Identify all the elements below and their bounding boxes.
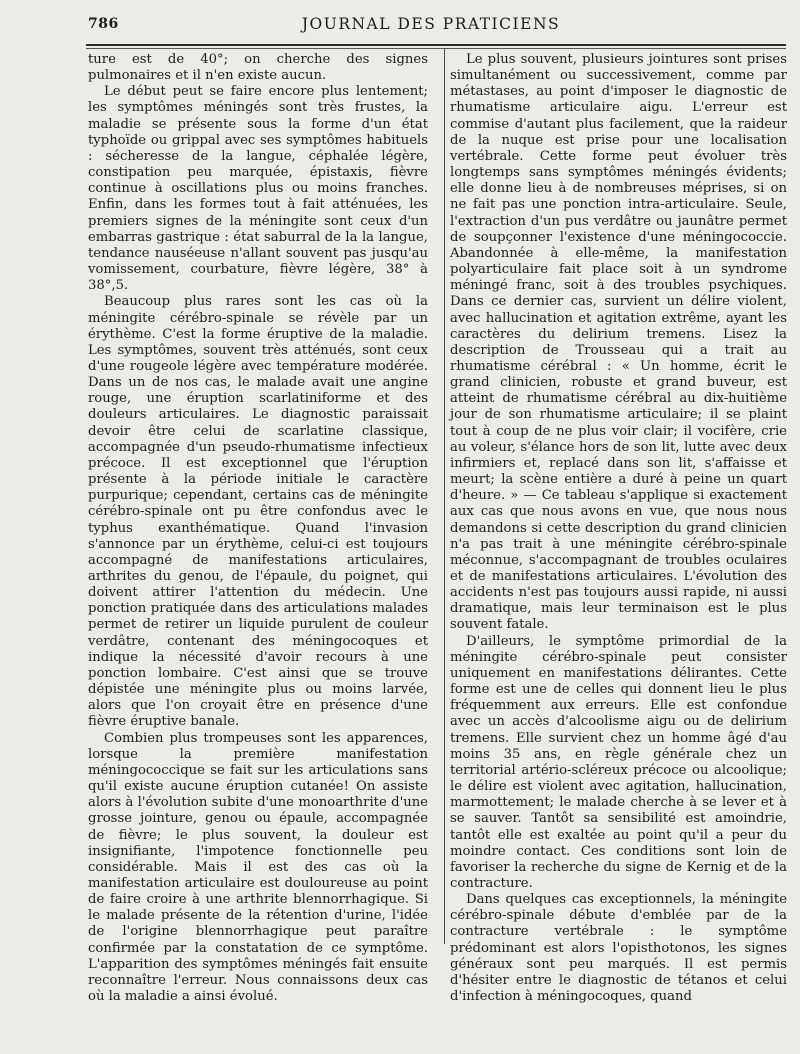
right-column (450, 52, 787, 1005)
page-header (88, 14, 774, 40)
paragraph: Le plus souvent, plusieurs jointures sont prises simultanément ou successivement, comme par métastases, au point d'imposer le diagnostic de rhumatisme articulaire aigu. L'erreur est commise d'autant plus facilement, que la raideur de la nuque est prise pour une localisation vertébrale. Cette forme peut évoluer très longtemps sans symptômes méningés évidents; elle donne lieu à de nombreuses méprises, si on ne fait pas une ponction intra-articulaire. Seule, l'extraction d'un pus verdâtre ou jaunâtre permet de soupçonner l'existence d'une méningococcie. Abandonnée à elle-même, la manifestation polyarticulaire fait place soit à un syndrome méningé franc, soit à des troubles psychiques. Dans ce dernier cas, survient un délire violent, avec hallucination et agitation extrême, ayant les caractères du delirium tremens. Lisez la description de Trousseau qui a trait au rhumatisme cérébral : « Un homme, écrit le grand clinicien, robuste et grand buveur, est atteint de rhumatisme cérébral au dix-huitième jour de son rhumatisme articulaire; il se plaint tout à coup de ne plus voir clair; il vocifère, crie au voleur, s'élance hors de son lit, lutte avec deux infirmiers et, replacé dans son lit, s'affaisse et meurt; la scène entière a duré à peine un quart d'heure. » — Ce tableau s'applique si exactement aux cas que nous avons en vue, que nous nous demandons si cette description du grand clinicien n'a pas trait à une méningite cérébro-spinale méconnue, s'accompagnant de troubles oculaires et de manifestations articulaires. L'évolution des accidents n'est pas toujours aussi rapide, ni aussi dramatique, mais leur terminaison est le plus souvent fatale. (450, 52, 787, 633)
page-number: 786 (88, 16, 119, 32)
column-divider (444, 48, 445, 944)
paragraph: Combien plus trompeuses sont les apparences, lorsque la première manifestation méningococcique se fait sur les articulations sans qu'il existe aucune éruption cutanée! On assiste alors à l'évolution subite d'une monoarthrite d'une grosse jointure, genou ou épaule, accompagnée de fièvre; le plus souvent, la douleur est insignifiante, l'impotence fonctionnelle peu considérable. Mais il est des cas où la manifestation articulaire est douloureuse au point de faire croire à une arthrite blennorrhagique. Si le malade présente de la rétention d'urine, l'idée de l'origine blennorrhagique peut paraître confirmée par la constatation de ce symptôme. L'apparition des symptômes méningés fait ensuite reconnaître l'erreur. Nous connaissons deux cas où la maladie a ainsi évolué. (88, 730, 428, 1005)
paragraph: ture est de 40°; on cherche des signes pulmonaires et il n'en existe aucun. (88, 52, 428, 84)
left-column (88, 52, 428, 1005)
paragraph: D'ailleurs, le symptôme primordial de la méningite cérébro-spinale peut consister uniquement en manifestations délirantes. Cette forme est une de celles qui donnent lieu le plus fréquemment aux erreurs. Elle est confondue avec un accès d'alcoolisme aigu ou de delirium tremens. Elle survient chez un homme âgé d'au moins 35 ans, en règle générale chez un territorial artério-scléreux précoce ou alcoolique; le délire est violent avec agitation, hallucination, marmottement; le malade cherche à se lever et à se sauver. Tantôt sa sensibilité est amoindrie, tantôt elle est exaltée au point qu'il a peur du moindre contact. Ces conditions sont loin de favoriser la recherche du signe de Kernig et de la contracture. (450, 633, 787, 891)
paragraph: Beaucoup plus rares sont les cas où la méningite cérébro-spinale se révèle par un érythème. C'est la forme éruptive de la maladie. Les symptômes, souvent très atténués, sont ceux d'une rougeole légère avec température modérée. Dans un de nos cas, le malade avait une angine rouge, une éruption scarlatiniforme et des douleurs articulaires. Le diagnostic paraissait devoir être celui de scarlatine classique, accompagnée d'un pseudo-rhumatisme infectieux précoce. Il est exceptionnel que l'éruption présente à la période initiale le caractère purpurique; cependant, certains cas de méningite cérébro-spinale ont pu être confondus avec le typhus exanthématique. Quand l'invasion s'annonce par un érythème, celui-ci est toujours accompagné de manifestations articulaires, arthrites du genou, de l'épaule, du poignet, qui doivent attirer l'attention du médecin. Une ponction pratiquée dans des articulations malades permet de retirer un liquide purulent de couleur verdâtre, contenant des méningocoques et indique la nécessité d'avoir recours à une ponction lombaire. C'est ainsi que se trouve dépistée une méningite plus ou moins larvée, alors que l'on croyait être en présence d'une fièvre éruptive banale. (88, 294, 428, 730)
journal-title: JOURNAL DES PRATICIENS (301, 15, 561, 33)
header-rule-thin (86, 48, 786, 49)
header-rule (86, 44, 786, 46)
paragraph: Dans quelques cas exceptionnels, la méningite cérébro-spinale débute d'emblée par de la contracture vertébrale : le symptôme prédominant est alors l'opisthotonos, les signes généraux sont peu marqués. Il est permis d'hésiter entre le diagnostic de tétanos et celui d'infection à méningocoques, quand (450, 892, 787, 1005)
paragraph: Le début peut se faire encore plus lentement; les symptômes méningés sont très frustes, la maladie se présente sous la forme d'un état typhoïde ou grippal avec ses symptômes habituels : sécheresse de la langue, céphalée légère, constipation peu marquée, épistaxis, fièvre continue à oscillations plus ou moins franches. Enfin, dans les formes tout à fait atténuées, les premiers signes de la méningite sont ceux d'un embarras gastrique : état saburral de la la langue, tendance nauséeuse n'allant souvent pas jusqu'au vomissement, courbature, fièvre légère, 38° à 38°,5. (88, 84, 428, 294)
